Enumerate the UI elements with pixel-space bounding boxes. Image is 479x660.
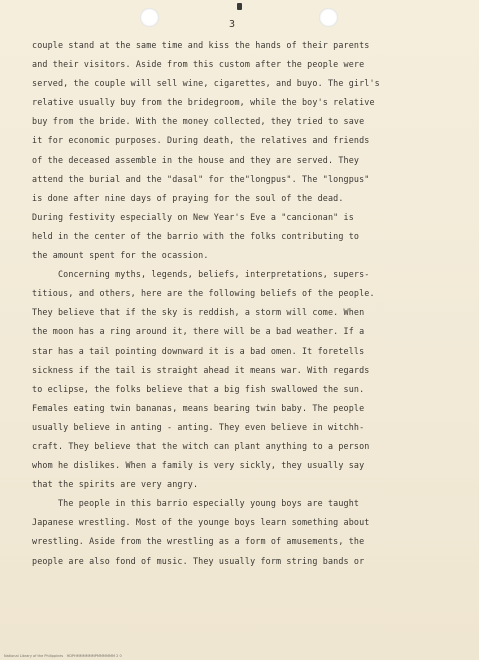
text-line: the moon has a ring around it, there will be a bad weather. If a — [32, 326, 365, 337]
body-text — [32, 36, 464, 571]
text-line: of the deceased assemble in the house and they are served. They — [32, 154, 360, 165]
text-line: is done after nine days of praying for the soul of the dead. — [32, 192, 344, 203]
top-edge-marker — [237, 3, 242, 10]
text-line: Females eating twin bananas, means bearing twin baby. The people — [32, 402, 365, 413]
text-line: the amount spent for the ocassion. — [32, 250, 209, 261]
text-line: attend the burial and the "dasal" for the"longpus". The "longpus" — [32, 173, 370, 184]
punch-hole-right — [319, 8, 338, 27]
text-line: They believe that if the sky is reddish, a storm will come. When — [32, 307, 365, 318]
text-line: usually believe in anting - anting. They even believe in witchh- — [32, 421, 365, 432]
text-line: During festivity especially on New Year's Eve a "cancionan" is — [32, 211, 354, 222]
text-line: sickness if the tail is straight ahead it means war. With regards — [32, 364, 370, 375]
text-line: buy from the bride. With the money collected, they tried to save — [32, 116, 365, 127]
page-number: 3 — [229, 19, 236, 30]
text-line: titious, and others, here are the following beliefs of the people. — [32, 288, 375, 299]
archive-footer: National Library of the Philippines HDPHMMMMMMPMMMMMM 2 0 — [4, 654, 122, 658]
text-line: that the spirits are very angry. — [32, 479, 199, 490]
text-line: relative usually buy from the bridegroom, while the boy's relative — [32, 97, 375, 108]
text-line: whom he dislikes. When a family is very sickly, they usually say — [32, 460, 365, 471]
text-line: The people in this barrio especially young boys are taught — [32, 498, 360, 509]
text-line: people are also fond of music. They usually form string bands or — [32, 555, 365, 566]
text-line: Japanese wrestling. Most of the younge boys learn something about — [32, 517, 370, 528]
punch-hole-left — [140, 8, 159, 27]
text-line: and their visitors. Aside from this custom after the people were — [32, 59, 365, 70]
text-line: held in the center of the barrio with the folks contributing to — [32, 230, 360, 241]
text-line: to eclipse, the folks believe that a big fish swallowed the sun. — [32, 383, 365, 394]
text-line: wrestling. Aside from the wrestling as a form of amusements, the — [32, 536, 365, 547]
text-line: it for economic purposes. During death, the relatives and friends — [32, 135, 370, 146]
text-line: served, the couple will sell wine, cigarettes, and buyo. The girl's — [32, 78, 380, 89]
text-line: couple stand at the same time and kiss the hands of their parents — [32, 40, 370, 50]
text-line: star has a tail pointing downward it is a bad omen. It foretells — [32, 345, 365, 356]
text-line: craft. They believe that the witch can plant anything to a person — [32, 440, 370, 451]
text-line: Concerning myths, legends, beliefs, interpretations, supers- — [32, 269, 370, 280]
